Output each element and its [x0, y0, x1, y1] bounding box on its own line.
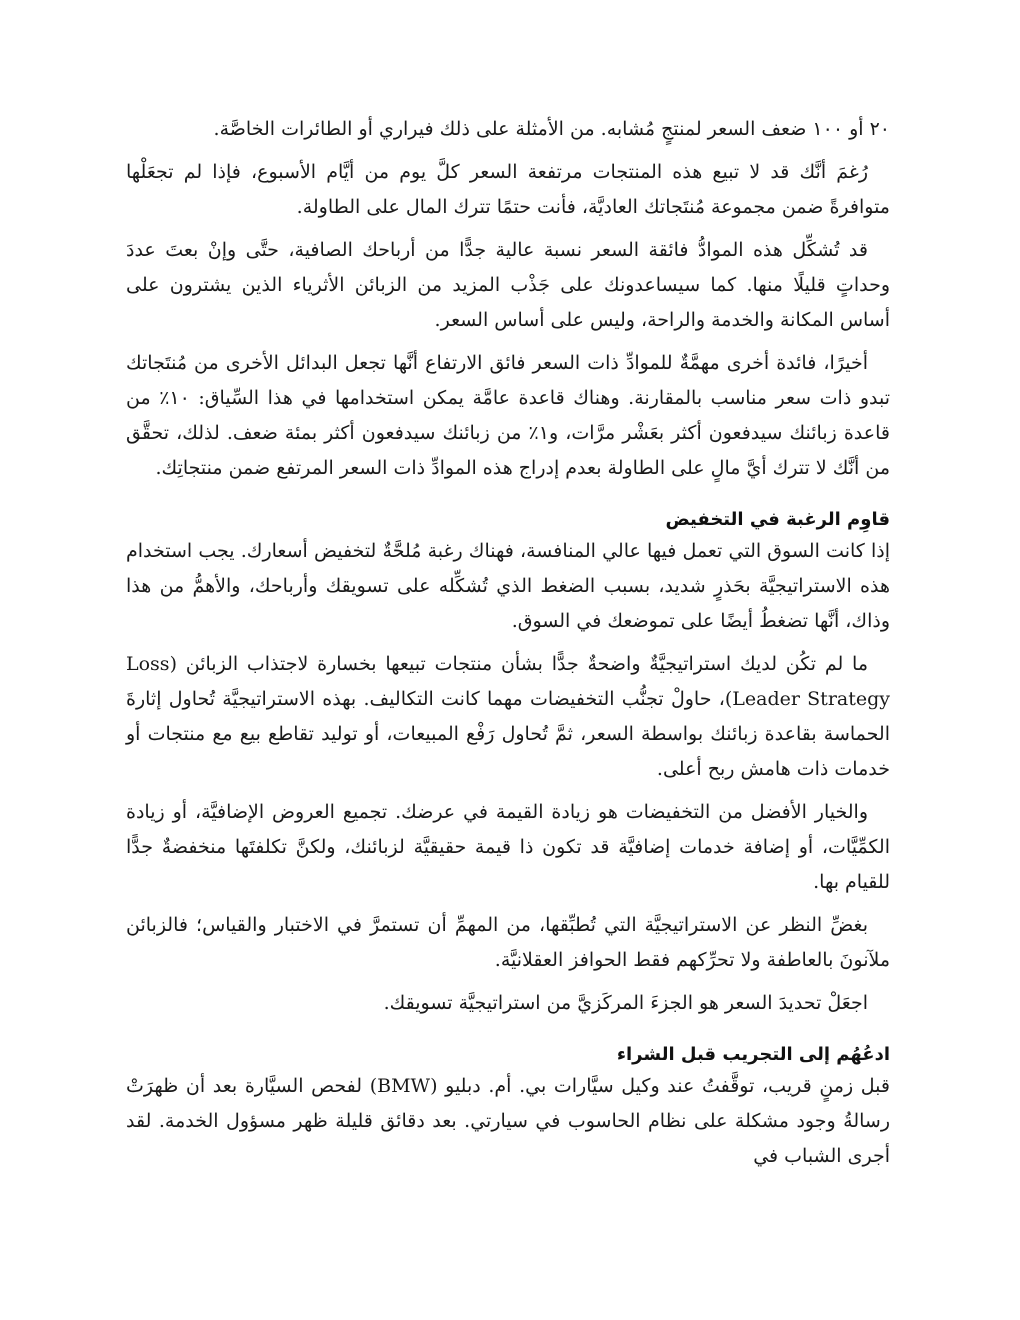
paragraph: قد تُشكِّل هذه الموادُّ فائقة السعر نسبة عالية جدًّا من أرباحك الصافية، حتَّى وإنْ بعتَ عددَ وحداتٍ قليلًا منها. كما سيساعدونك على جَذْب المزيد من الزبائن الأثرياء الذين يشترون على أساس المكانة والخدمة والراحة، وليس على أساس السعر. — [126, 239, 890, 331]
paragraph: أخيرًا، فائدة أخرى مهمَّةٌ للموادِّ ذات السعر فائق الارتفاع أنَّها تجعل البدائل الأخرى من مُنتَجاتك تبدو ذات سعر مناسب بالمقارنة. وهناك قاعدة عامَّة يمكن استخدامها في هذا السِّياق: ١٠٪ من قاعدة زبائنك سيدفعون أكثر بعَشْر مرَّات، و١٪ من زبائنك سيدفعون أكثر بمئة ضعف. لذلك، تحقَّق من أنَّك لا تترك أيَّ مالٍ على الطاولة بعدم إدراج هذه الموادِّ ذات السعر المرتفع ضمن منتجاتِك. — [126, 352, 891, 479]
paragraph: إذا كانت السوق التي تعمل فيها عالي المنافسة، فهناك رغبة مُلحَّةٌ لتخفيض أسعارك. يجب استخدام هذه الاستراتيجيَّة بحَذرٍ شديد، بسبب الضغط الذي تُشكِّله على تسويقك وأرباحك، والأهمُّ من هذا وذاك، أنَّها تضغطُ أيضًا على تموضعك في السوق. — [126, 540, 890, 632]
paragraph: والخيار الأفضل من التخفيضات هو زيادة القيمة في عرضك. تجميع العروض الإضافيَّة، أو زيادة الكمِّيَّات، أو إضافة خدمات إضافيَّة قد تكون ذا قيمة حقيقيَّة لزبائنك، ولكنَّ تكلفتَها منخفضةٌ جدًّا للقيام بها. — [126, 801, 890, 893]
section-heading-resist-discount: قاوِم الرغبة في التخفيض — [665, 509, 890, 530]
section-heading-try-before-buy: ادعُهُم إلى التجريب قبل الشراء — [616, 1044, 890, 1065]
document-page — [126, 112, 890, 1182]
paragraph: بغضِّ النظر عن الاستراتيجيَّة التي تُطبِّقها، من المهمِّ أن تستمرَّ في الاختبار والقياس؛ فالزبائن ملآنونَ بالعاطفة ولا تحرِّكهم فقط الحوافز العقلانيَّة. — [126, 914, 890, 971]
paragraph: ما لم تكُن لديك استراتيجيَّةٌ واضحةٌ جدًّا بشأن منتجات تبيعها بخسارة لاجتذاب الزبائن (Loss Leader Strategy)، حاولْ تجنُّب التخفيضات مهما كانت التكاليف. بهذه الاستراتيجيَّة تُحاول إثارةَ الحماسة بقاعدة زبائنك بواسطة السعر، ثمَّ تُحاول رَفْع المبيعات، أو توليد تقاطع بيع مع منتجات أو خدمات ذات هامش ربح أعلى. — [126, 653, 891, 780]
paragraph: اجعَلْ تحديدَ السعر هو الجزءَ المركَزيَّ من استراتيجيَّة تسويقك. — [383, 992, 868, 1014]
paragraph: ٢٠ أو ١٠٠ ضعف السعر لمنتجٍ مُشابه. من الأمثلة على ذلك فيراري أو الطائرات الخاصَّة. — [213, 118, 890, 140]
paragraph: قبل زمنٍ قريب، توقَّفتُ عند وكيل سيَّارات بي. أم. دبليو (BMW) لفحص السيَّارة بعد أن ظهرَتْ رسالةُ وجود مشكلة على نظام الحاسوب في سيارتي. بعد دقائق قليلة ظهر مسؤول الخدمة. لقد أجرى الشباب في — [126, 1075, 890, 1167]
paragraph: رُغمَ أنَّك قد لا تبيع هذه المنتجات مرتفعة السعر كلَّ يوم من أيَّام الأسبوع، فإذا لم تجعَلْها متوافرةً ضمن مجموعة مُنتَجاتك العاديَّة، فأنت حتمًا تترك المال على الطاولة. — [126, 161, 890, 218]
